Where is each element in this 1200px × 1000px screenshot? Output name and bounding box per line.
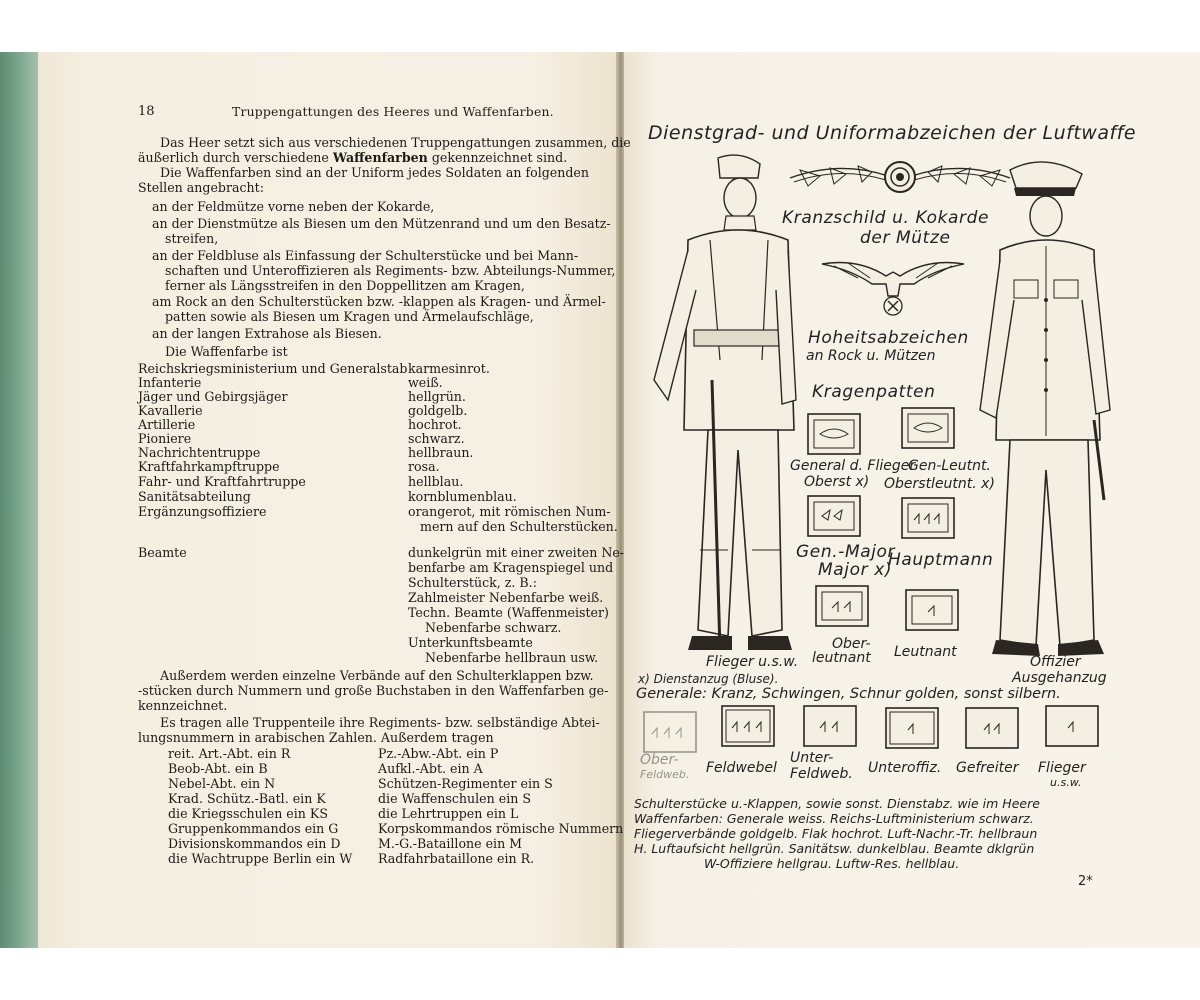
branch-name: Sanitätsabteilung bbox=[138, 489, 251, 504]
branch-name: Pioniere bbox=[138, 431, 192, 446]
branch-name: Fahr- und Kraftfahrtruppe bbox=[138, 474, 306, 489]
page-title: Dienstgrad- und Uniformabzeichen der Luftwaffe bbox=[648, 122, 1137, 144]
wreath-label-1: Kranzschild u. Kokarde bbox=[782, 208, 990, 228]
signature-mark: 2* bbox=[1078, 874, 1093, 889]
numbers-para-line: kennzeichnet. bbox=[138, 698, 228, 713]
nco-rank-label: Gefreiter bbox=[956, 760, 1019, 776]
place-line: an der Feldmütze vorne neben der Kokarde, bbox=[152, 199, 435, 214]
letter-left: die Kriegsschulen ein KS bbox=[168, 806, 328, 821]
collar-patch-general-icon bbox=[806, 412, 862, 456]
place-line: ferner als Längsstreifen in den Doppellitzen am Kragen, bbox=[165, 278, 525, 293]
figure-right-caption-2: Ausgehanzug bbox=[1012, 670, 1107, 686]
beamte-line: Techn. Beamte (Waffenmeister) bbox=[408, 605, 609, 620]
bottom-note: Schulterstücke u.-Klappen, sowie sonst. Dienstabz. wie im Heere bbox=[634, 796, 1040, 811]
book-edge bbox=[0, 52, 40, 948]
branch-name: Jäger und Gebirgsjäger bbox=[138, 389, 288, 404]
place-line: an der Feldbluse als Einfassung der Schulterstücke und bei Mann- bbox=[152, 248, 579, 263]
collar-patch-genmajor-icon bbox=[806, 494, 862, 538]
officer-figure-icon bbox=[970, 150, 1120, 660]
branch-color: orangerot, mit römischen Num- bbox=[408, 504, 611, 519]
intro-end: gekennzeichnet sind. bbox=[431, 150, 568, 165]
bottom-note: Fliegerverbände goldgelb. Flak hochrot. Luft-Nachr.-Tr. hellbraun bbox=[634, 826, 1038, 841]
letter-left: Krad. Schütz.-Batl. ein K bbox=[168, 791, 326, 806]
nco-patch-unterfeldwebel-icon bbox=[802, 704, 858, 748]
collar-rank-label: Oberstleutnt. x) bbox=[884, 476, 995, 492]
place-line: am Rock an den Schulterstücken bzw. -klappen als Kragen- und Ärmel- bbox=[152, 294, 606, 309]
nco-rank-label: Unteroffiz. bbox=[868, 760, 942, 776]
beamte-line: Zahlmeister Nebenfarbe weiß. bbox=[408, 590, 604, 605]
nco-patch-feldwebel-icon bbox=[720, 704, 776, 748]
branch-color: rosa. bbox=[408, 459, 440, 474]
para2-line-1: Die Waffenfarben sind an der Uniform jedes Soldaten an folgenden bbox=[160, 165, 589, 180]
collar-heading: Kragenpatten bbox=[812, 382, 936, 402]
colors-heading: Die Waffenfarbe ist bbox=[165, 344, 288, 359]
place-line: patten sowie als Biesen um Kragen und Ärmelaufschläge, bbox=[165, 309, 534, 324]
collar-patch-oberleutnant-icon bbox=[814, 584, 870, 628]
place-line: schaften und Unteroffizieren als Regiments- bzw. Abteilungs-Nummer, bbox=[165, 263, 616, 278]
collar-rank-label: General d. Flieger bbox=[790, 458, 916, 474]
branch-name: Nachrichtentruppe bbox=[138, 445, 261, 460]
branch-name: Kraftfahrkampftruppe bbox=[138, 459, 280, 474]
nco-rank-label: Feldweb. bbox=[640, 768, 690, 781]
collar-rank-label: Oberst x) bbox=[804, 474, 870, 490]
collar-rank-label: leutnant bbox=[812, 650, 871, 666]
beamte-line: Nebenfarbe hellbraun usw. bbox=[425, 650, 599, 665]
bottom-note: W-Offiziere hellgrau. Luftw-Res. hellblau. bbox=[704, 856, 960, 871]
running-head: Truppengattungen des Heeres und Waffenfarben. bbox=[232, 104, 554, 119]
intro-line-2 bbox=[138, 150, 567, 165]
letter-left: die Wachtruppe Berlin ein W bbox=[168, 851, 353, 866]
branch-color: kornblumenblau. bbox=[408, 489, 517, 504]
branch-name: Artillerie bbox=[138, 417, 196, 432]
branch-color: hellblau. bbox=[408, 474, 464, 489]
figure-right-caption-1: Offizier bbox=[1030, 654, 1081, 670]
eagle-emblem-icon bbox=[818, 254, 968, 318]
regiments-para-line: lungsnummern in arabischen Zahlen. Außerdem tragen bbox=[138, 730, 494, 745]
letter-right: die Lehrtruppen ein L bbox=[378, 806, 519, 821]
branch-color: weiß. bbox=[408, 375, 443, 390]
letter-right: Pz.-Abw.-Abt. ein P bbox=[378, 746, 499, 761]
branch-color: hochrot. bbox=[408, 417, 462, 432]
beamte-line: Unterkunftsbeamte bbox=[408, 635, 533, 650]
branch-color: hellbraun. bbox=[408, 445, 474, 460]
collar-patch-genleutnant-icon bbox=[900, 406, 956, 450]
numbers-para-line: -stücken durch Nummern und große Buchstaben in den Waffenfarben ge- bbox=[138, 683, 609, 698]
branch-color: schwarz. bbox=[408, 431, 465, 446]
nco-rank-label: Feldweb. bbox=[790, 766, 853, 782]
generals-note: Generale: Kranz, Schwingen, Schnur golden, sonst silbern. bbox=[636, 686, 1061, 702]
branch-color: karmesinrot. bbox=[408, 361, 490, 376]
intro-line-1: Das Heer setzt sich aus verschiedenen Truppengattungen zusammen, die bbox=[160, 135, 631, 150]
para2-line-2: Stellen angebracht: bbox=[138, 180, 264, 195]
nco-patch-unteroffizier-icon bbox=[884, 706, 940, 750]
bottom-note: Waffenfarben: Generale weiss. Reichs-Luftministerium schwarz. bbox=[634, 811, 1034, 826]
collar-rank-label: Hauptmann bbox=[888, 550, 994, 570]
collar-rank-label: Leutnant bbox=[894, 644, 957, 660]
intro-text: äußerlich durch verschiedene bbox=[138, 150, 329, 165]
nco-rank-label: Flieger bbox=[1038, 760, 1086, 776]
letter-left: Divisionskommandos ein D bbox=[168, 836, 341, 851]
place-line: an der Dienstmütze als Biesen um den Mützenrand und um den Besatz- bbox=[152, 216, 611, 231]
soldier-figure-icon bbox=[648, 150, 798, 660]
branch-color-cont: mern auf den Schulterstücken. bbox=[420, 519, 618, 534]
regiments-para-line: Es tragen alle Truppenteile ihre Regiments- bzw. selbständige Abtei- bbox=[160, 715, 600, 730]
collar-rank-label: Ober- bbox=[832, 636, 871, 652]
figure-left-caption: Flieger u.s.w. bbox=[706, 654, 799, 670]
nco-patch-gefreiter-icon bbox=[964, 706, 1020, 750]
branch-name: Infanterie bbox=[138, 375, 202, 390]
letter-right: Schützen-Regimenter ein S bbox=[378, 776, 553, 791]
branch-color: hellgrün. bbox=[408, 389, 466, 404]
eagle-label-1: Hoheitsabzeichen bbox=[808, 328, 969, 348]
collar-rank-label: Gen.-Major bbox=[796, 542, 896, 562]
branch-name: Reichskriegsministerium und Generalstab bbox=[138, 361, 408, 376]
wreath-label-2: der Mütze bbox=[860, 228, 951, 248]
beamte-line: benfarbe am Kragenspiegel und bbox=[408, 560, 614, 575]
letter-right: die Waffenschulen ein S bbox=[378, 791, 531, 806]
nco-rank-label: Feldwebel bbox=[706, 760, 777, 776]
numbers-para-line: Außerdem werden einzelne Verbände auf den Schulterklappen bzw. bbox=[160, 668, 594, 683]
bottom-note: H. Luftaufsicht hellgrün. Sanitätsw. dunkelblau. Beamte dklgrün bbox=[634, 841, 1035, 856]
eagle-label-2: an Rock u. Mützen bbox=[806, 348, 936, 364]
letter-right: M.-G.-Bataillone ein M bbox=[378, 836, 523, 851]
place-line: an der langen Extrahose als Biesen. bbox=[152, 326, 382, 341]
letter-left: Beob-Abt. ein B bbox=[168, 761, 268, 776]
nco-rank-label: Ober- bbox=[640, 752, 679, 768]
branch-name: Kavallerie bbox=[138, 403, 203, 418]
letter-left: reit. Art.-Abt. ein R bbox=[168, 746, 291, 761]
branch-color: goldgelb. bbox=[408, 403, 468, 418]
nco-patch-oberfeldwebel-icon bbox=[642, 710, 698, 754]
nco-patch-flieger-icon bbox=[1044, 704, 1100, 748]
branch-name: Ergänzungsoffiziere bbox=[138, 504, 267, 519]
collar-patch-hauptmann-icon bbox=[900, 496, 956, 540]
place-line: streifen, bbox=[165, 231, 219, 246]
nco-rank-label: u.s.w. bbox=[1050, 776, 1082, 789]
letter-right: Aufkl.-Abt. ein A bbox=[378, 761, 483, 776]
figure-left-sub: x) Dienstanzug (Bluse). bbox=[638, 672, 779, 686]
bold-word: Waffenfarben bbox=[332, 150, 428, 165]
left-page bbox=[38, 52, 620, 948]
beamte-line: Nebenfarbe schwarz. bbox=[425, 620, 562, 635]
letter-right: Korpskommandos römische Nummern bbox=[378, 821, 624, 836]
beamte-label: Beamte bbox=[138, 545, 187, 560]
letter-left: Nebel-Abt. ein N bbox=[168, 776, 276, 791]
collar-rank-label: Gen-Leutnt. bbox=[908, 458, 991, 474]
collar-rank-label: Major x) bbox=[818, 560, 893, 580]
collar-patch-leutnant-icon bbox=[904, 588, 960, 632]
nco-rank-label: Unter- bbox=[790, 750, 834, 766]
page-number: 18 bbox=[138, 104, 155, 119]
letter-left: Gruppenkommandos ein G bbox=[168, 821, 339, 836]
beamte-line: dunkelgrün mit einer zweiten Ne- bbox=[408, 545, 625, 560]
beamte-line: Schulterstück, z. B.: bbox=[408, 575, 537, 590]
letter-right: Radfahrbataillone ein R. bbox=[378, 851, 535, 866]
